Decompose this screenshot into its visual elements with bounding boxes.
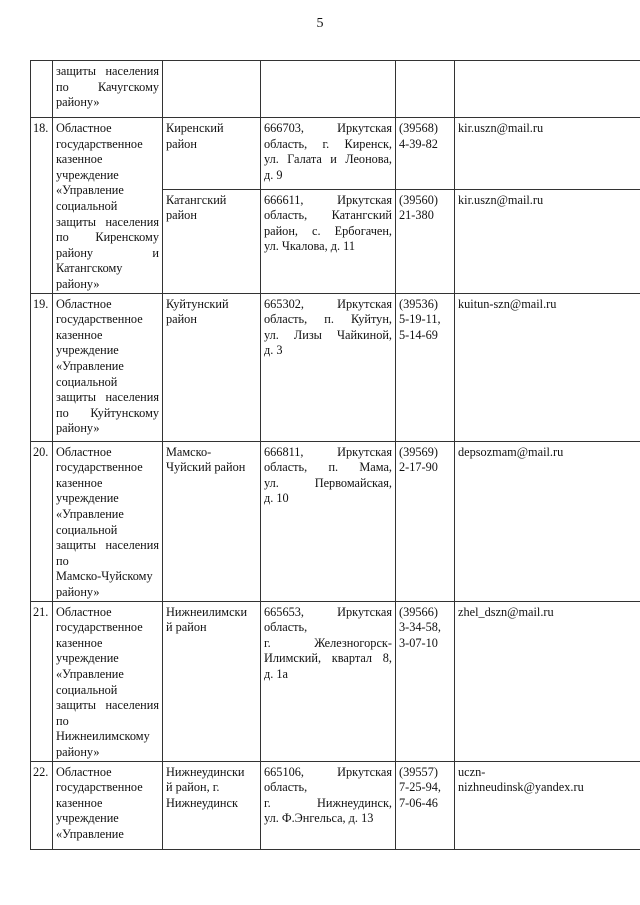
phone — [396, 61, 455, 118]
organization-name: Областное государственное казенное учреждение «Управление социальной защиты населения по Киренскому району и Катангскому району» — [53, 118, 163, 294]
institutions-table — [30, 60, 640, 850]
district: Мамско- Чуйский район — [163, 441, 261, 601]
organization-name: Областное государственное казенное учреждение «Управление социальной защиты населения по Нижнеилимскому району» — [53, 601, 163, 761]
row-number: 21. — [31, 601, 53, 761]
district — [163, 61, 261, 118]
address: 665302, Иркутская область, п. Куйтун, ул. Лизы Чайкиной, д. 3 — [261, 293, 396, 441]
district: Нижнеудински й район, г. Нижнеудинск — [163, 761, 261, 849]
organization-name: Областное государственное казенное учреждение «Управление социальной защиты населения по Мамско-Чуйскому району» — [53, 441, 163, 601]
phone: (39557) 7-25-94, 7-06-46 — [396, 761, 455, 849]
address: 665106, Иркутская область, г. Нижнеудинск, ул. Ф.Энгельса, д. 13 — [261, 761, 396, 849]
district: Киренский район — [163, 118, 261, 190]
email-link[interactable]: depsozmam@mail.ru — [455, 441, 640, 601]
row-number: 22. — [31, 761, 53, 849]
table-row — [31, 761, 640, 849]
phone: (39536) 5-19-11, 5-14-69 — [396, 293, 455, 441]
organization-name: Областное государственное казенное учреждение «Управление социальной защиты населения по Куйтунскому району» — [53, 293, 163, 441]
address — [261, 61, 396, 118]
table-row — [31, 601, 640, 761]
table-row — [31, 61, 640, 118]
phone: (39566) 3-34-58, 3-07-10 — [396, 601, 455, 761]
table-row — [31, 293, 640, 441]
page-number: 5 — [316, 16, 324, 31]
organization-name: защиты населения по Качугскому району» — [53, 61, 163, 118]
email-link[interactable]: uczn- nizhneudinsk@yandex.ru — [455, 761, 640, 849]
address: 666811, Иркутская область, п. Мама, ул. Первомайская, д. 10 — [261, 441, 396, 601]
address: 666611, Иркутская область, Катангский район, с. Ербогачен, ул. Чкалова, д. 11 — [261, 189, 396, 293]
address: 665653, Иркутская область, г. Железногорск- Илимский, квартал 8, д. 1а — [261, 601, 396, 761]
row-number: 18. — [31, 118, 53, 294]
email-link[interactable]: kuitun-szn@mail.ru — [455, 293, 640, 441]
address: 666703, Иркутская область, г. Киренск, ул. Галата и Леонова, д. 9 — [261, 118, 396, 190]
email-link[interactable]: zhel_dszn@mail.ru — [455, 601, 640, 761]
email-link[interactable]: kir.uszn@mail.ru — [455, 189, 640, 293]
district: Катангский район — [163, 189, 261, 293]
email-link[interactable] — [455, 61, 640, 118]
district: Куйтунский район — [163, 293, 261, 441]
organization-name: Областное государственное казенное учреждение «Управление — [53, 761, 163, 849]
district: Нижнеилимски й район — [163, 601, 261, 761]
phone: (39560) 21-380 — [396, 189, 455, 293]
table-row — [31, 118, 640, 190]
table-row — [31, 441, 640, 601]
email-link[interactable]: kir.uszn@mail.ru — [455, 118, 640, 190]
row-number: 19. — [31, 293, 53, 441]
phone: (39569) 2-17-90 — [396, 441, 455, 601]
row-number: 20. — [31, 441, 53, 601]
phone: (39568) 4-39-82 — [396, 118, 455, 190]
row-number — [31, 61, 53, 118]
